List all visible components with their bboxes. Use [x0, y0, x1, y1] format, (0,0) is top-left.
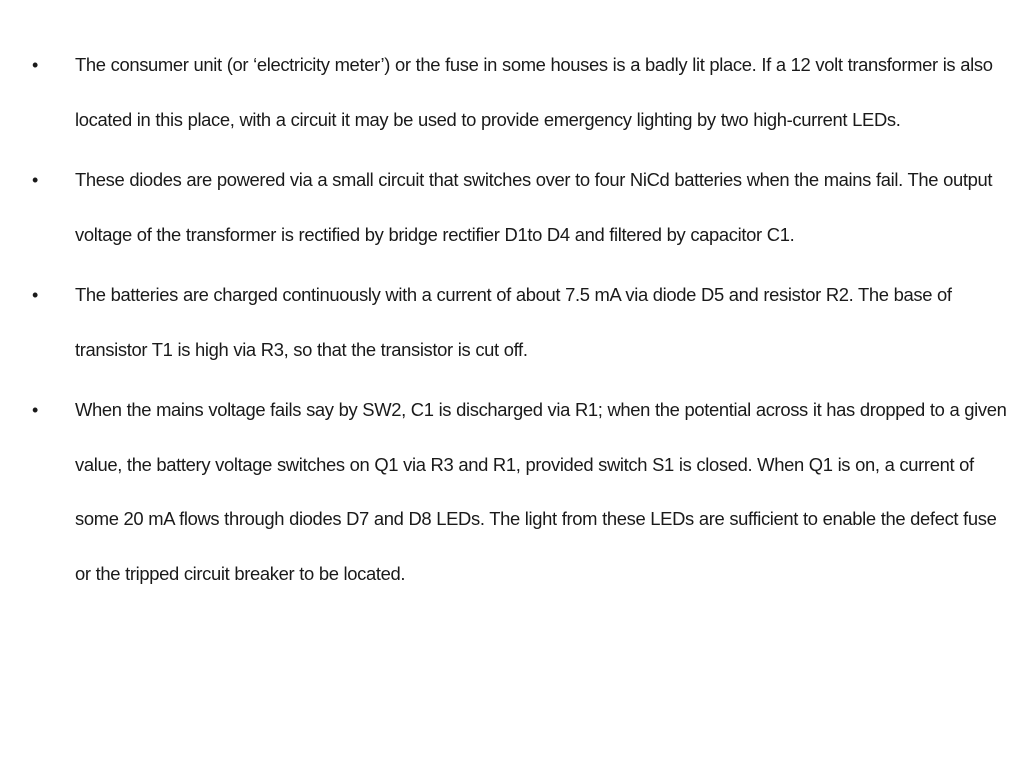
bullet-dot-icon: • — [32, 400, 39, 420]
bullet-text: When the mains voltage fails say by SW2, C1 is discharged via R1; when the potential across it has dropped to a given value, the battery voltage switches on Q1 via R3 and R1, provided switch S1 is closed. When Q1 is on, a current of some 20 mA flows through diodes D7 and D8 LEDs. The light from these LEDs are sufficient to enable the defect fuse or the tripped circuit breaker to be located. — [75, 399, 1007, 584]
bullet-list — [32, 38, 1016, 607]
bullet-dot-icon: • — [32, 55, 39, 75]
bullet-text: These diodes are powered via a small circuit that switches over to four NiCd batteries when the mains fail. The output voltage of the transformer is rectified by bridge rectifier D1to D4 and filtered by capacitor C1. — [75, 169, 993, 245]
bullet-item-mains-fails — [32, 383, 1016, 601]
bullet-dot-icon: • — [32, 285, 39, 305]
bullet-item-batteries-charged — [32, 268, 1016, 377]
bullet-dot-icon: • — [32, 170, 39, 190]
bullet-item-diodes-powered — [32, 153, 1016, 262]
bullet-text: The batteries are charged continuously with a current of about 7.5 mA via diode D5 and resistor R2. The base of transistor T1 is high via R3, so that the transistor is cut off. — [75, 284, 952, 360]
bullet-text: The consumer unit (or ‘electricity meter’) or the fuse in some houses is a badly lit place. If a 12 volt transformer is also located in this place, with a circuit it may be used to provide emergency lighting by two high-current LEDs. — [75, 54, 993, 130]
bullet-item-consumer-unit — [32, 38, 1016, 147]
